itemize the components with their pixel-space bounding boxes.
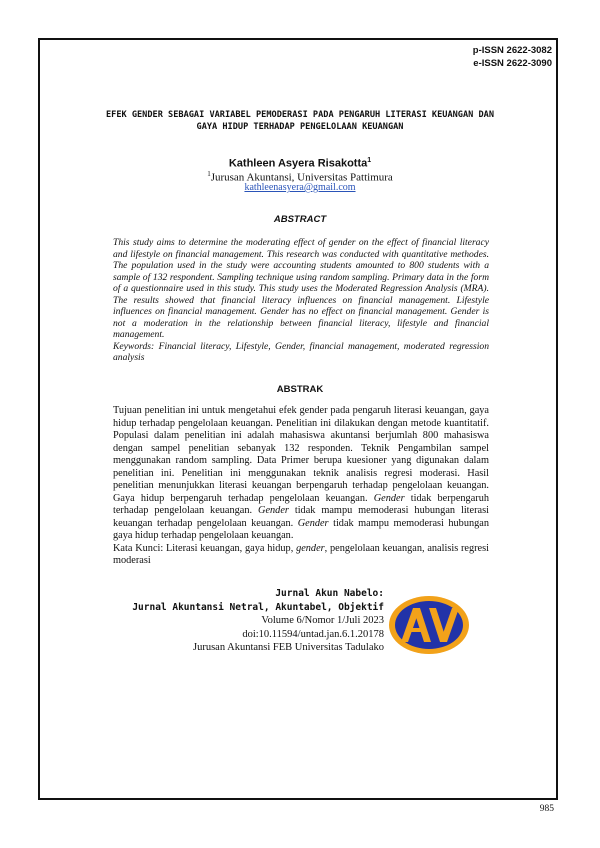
journal-department: Jurusan Akuntansi FEB Universitas Tadulako [193, 642, 384, 653]
journal-doi: doi:10.11594/untad.jan.6.1.20178 [242, 628, 384, 640]
journal-volume: Volume 6/Nomor 1/Juli 2023 [261, 615, 384, 626]
paper-title: EFEK GENDER SEBAGAI VARIABEL PEMODERASI PADA PENGARUH LITERASI KEUANGAN DAN GAYA HIDUP TERHADAP PENGELOLAAN KEUANGAN [105, 110, 495, 132]
p-issn: p-ISSN 2622-3082 [472, 45, 552, 56]
journal-subtitle: Jurnal Akuntansi Netral, Akuntabel, Objektif [132, 601, 384, 613]
abstract-keywords: Keywords: Financial literacy, Lifestyle, Gender, financial management, moderated regression analysis [113, 340, 489, 363]
author-name: Kathleen Asyera Risakotta$^1$ [228, 157, 372, 170]
issn-block [473, 44, 552, 70]
author-email-link[interactable]: kathleenasyera@gmail.com [244, 182, 356, 193]
abstract-text: This study aims to determine the moderating effect of gender on the effect of financial literacy and lifestyle on financial management. This research was conducted with quantitative methodes. The population used in the study were accounting students amounted to 800 students with a sample of 132 respondent. Sampling technique using random sampling. Primary data in the form of a questionnaire used in this study. This study uses the Moderated Regression Analysis (MRA). The results showed that financial literacy influences on financial management. Lifestyle influences on financial management. Gender has no effect on financial management. Gender is not a moderation in the relationship between financial literacy, lifestyle and financial management. [113, 237, 489, 340]
abstrak-keywords: Kata Kunci: Literasi keuangan, gaya hidup, gender, pengelolaan keuangan, analisis regresi moderasi [113, 542, 489, 566]
journal-name: Jurnal Akun Nabelo: [275, 588, 384, 599]
abstrak-body: Tujuan penelitian ini untuk mengetahui efek gender pada pengaruh literasi keuangan, gaya hidup terhadap pengelolaan keuangan. Penelitian ini dilakukan dengan metode kuantitatif. Populasi dalam penelitian ini adalah mahasiswa akuntansi berjumlah 800 mahasiswa dengan sampel penelitian sebanyak 132 responden. Teknik Pengambilan sampel menggunakan random sampling. Data Primer berupa kuesioner yang digunakan dalam penelitian ini. Penelitian ini menggunakan teknik analisis regresi moderasi. Hasil penelitian menunjukkan literasi keuangan berpengaruh terhadap pengelolaan keuangan. Gaya hidup berpengaruh terhadap pengelolaan keuangan. Gender tidak berpengaruh terhadap pengelolaan keuangan. Gender tidak mampu memoderasi hubungan literasi keuangan terhadap pengelolaan keuangan. Gender tidak mampu memoderasi hubungan gaya hidup terhadap pengelolaan keuangan. Kata Kunci: Literasi keuangan, gaya hidup, gender, pengelolaan keuangan, analisis regresi moderasi [113, 405, 489, 566]
abstract-heading: ABSTRACT [273, 214, 327, 225]
journal-info [132, 587, 384, 655]
page-number: 985 [539, 804, 554, 814]
journal-logo-icon [387, 594, 471, 656]
abstract-body [113, 237, 489, 364]
abstrak-heading: ABSTRAK [276, 384, 324, 395]
author-affiliation: $^1$Jurusan Akuntansi, Universitas Pattimura [207, 170, 393, 184]
e-issn: e-ISSN 2622-3090 [473, 58, 552, 69]
